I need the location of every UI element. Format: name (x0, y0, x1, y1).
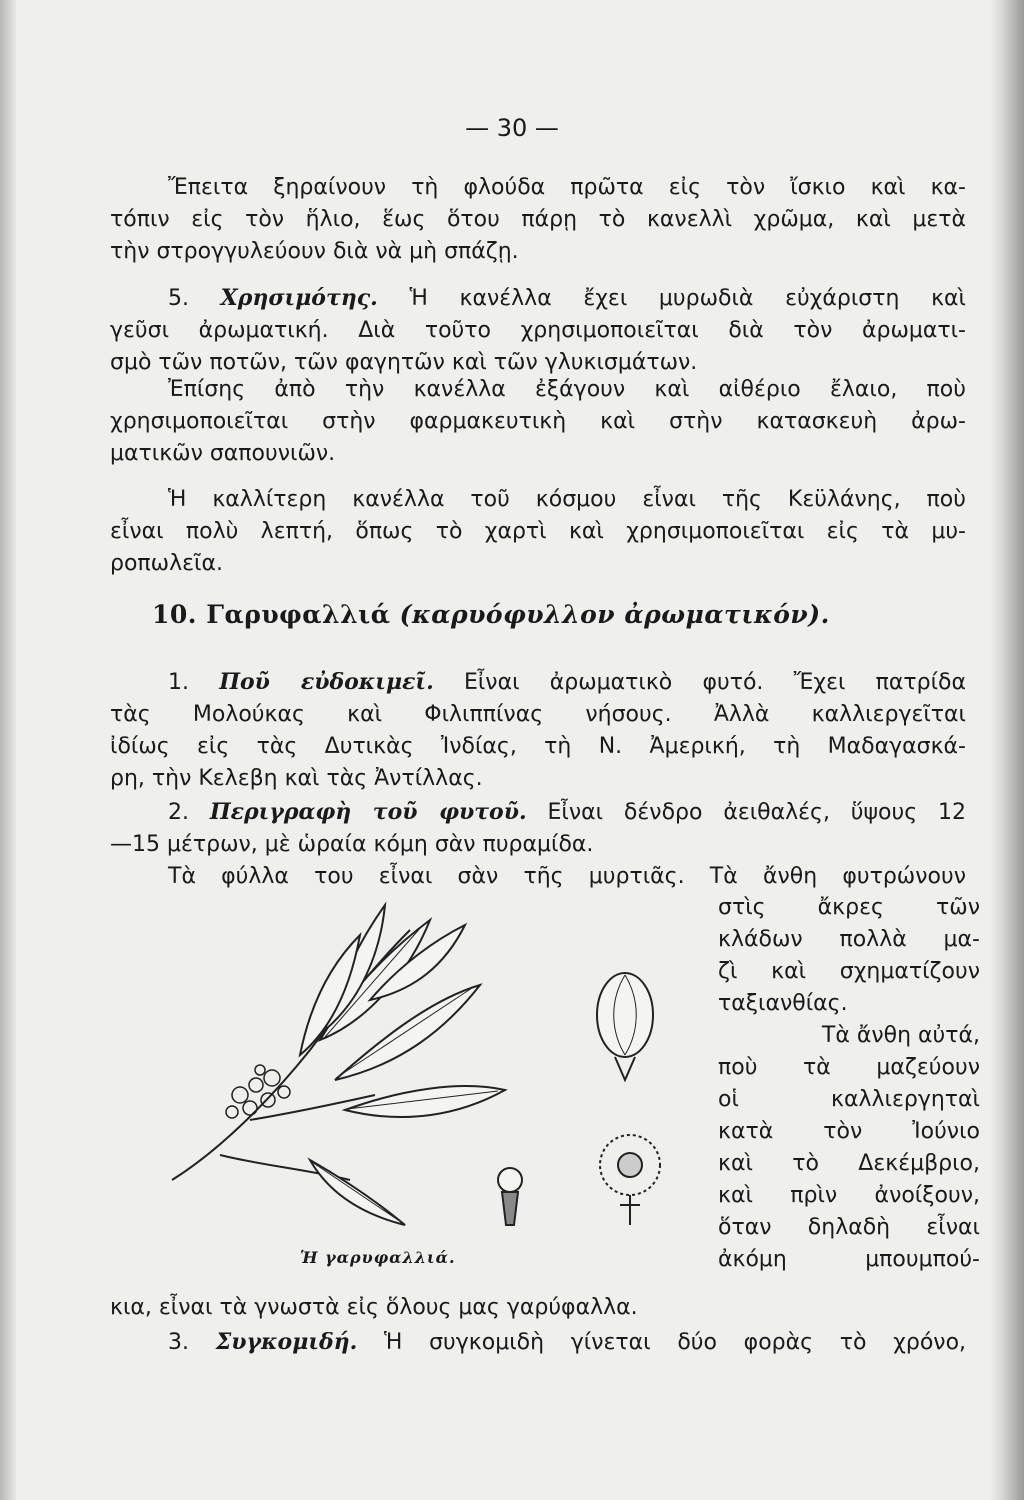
paragraph-after-figure (110, 1292, 966, 1324)
item-number: 3. (168, 1330, 189, 1355)
item-title: Συγκομιδή. (215, 1329, 358, 1355)
item-text: Εἶναι ἀρωματικὸ φυτό. Ἔχει πατρίδα (463, 670, 966, 695)
text-line: ταξιανθίας. (718, 991, 848, 1016)
page-binding-shadow (990, 0, 1024, 1500)
leaf (345, 1086, 505, 1117)
text-line (110, 1326, 966, 1359)
text-line: Ἡ καλλίτερη κανέλλα τοῦ κόσμου εἶναι τῆς Κεϋλάνης, ποὺ (168, 487, 966, 512)
page-number: — 30 — (465, 114, 559, 142)
text-line: Ἔπειτα ξηραίνουν τὴ φλούδα πρῶτα εἰς τὸν ἴσκιο καὶ κα- (168, 175, 966, 200)
item-text: Ἡ κανέλλα ἔχει μυρωδιὰ εὐχάριστη καὶ (409, 286, 966, 311)
text-line: τὰς Μολούκας καὶ Φιλιππίνας νήσους. Ἀλλὰ καλλιεργεῖται (110, 702, 966, 727)
item-number: 1. (168, 670, 189, 695)
item-text: Εἶναι δένδρο ἀειθαλές, ὕψους 12 (547, 800, 966, 825)
page-shadow-left (0, 0, 16, 1500)
text-line: ἀκόμη μπουμπού- (718, 1247, 980, 1272)
text-line: καὶ τὸ Δεκέμβριο, (718, 1151, 980, 1176)
section-heading (152, 600, 952, 629)
text-line: τόπιν εἰς τὸν ἥλιο, ἕως ὅτου πάρῃ τὸ κανελλὶ χρῶμα, καὶ μετὰ (110, 207, 966, 232)
text-line: κλάδων πολλὰ μα- (718, 927, 980, 952)
paragraph-description (110, 796, 966, 893)
text-line: Τὰ ἄνθη αὐτά, (821, 1023, 980, 1048)
item-number: 2. (168, 800, 189, 825)
paragraph-best (110, 484, 966, 580)
text-line: ματικῶν σαπουνιῶν. (110, 441, 336, 466)
text-line: τὴν στρογγυλεύουν διὰ νὰ μὴ σπάζῃ. (110, 239, 519, 264)
item-number: 5. (168, 286, 189, 311)
text-line (110, 796, 966, 829)
text-line: εἶναι πολὺ λεπτή, ὅπως τὸ χαρτὶ καὶ χρησιμοποιεῖται εἰς τὰ μυ- (110, 519, 966, 544)
text-line: καὶ πρὶν ἀνοίξουν, (718, 1183, 980, 1208)
text-line: ἰδίως εἰς τὰς Δυτικὰς Ἰνδίας, τὴ Ν. Ἀμερική, τὴ Μαδαγασκά- (110, 734, 966, 759)
text-line: χρησιμοποιεῖται στὴν φαρμακευτικὴ καὶ στὴν κατασκευὴ ἀρω- (110, 409, 966, 434)
text-line: κατὰ τὸν Ἰούνιο (718, 1119, 980, 1144)
section-subtitle: (καρυόφυλλον ἀρωματικόν). (399, 600, 830, 629)
text-line: ποὺ τὰ μαζεύουν (718, 1055, 980, 1080)
text-line: σμὸ τῶν ποτῶν, τῶν φαγητῶν καὶ τῶν γλυκισμάτων. (110, 350, 698, 375)
text-line (110, 666, 966, 699)
text-line: στὶς ἄκρες τῶν (718, 895, 980, 920)
item-title: Χρησιμότης. (220, 285, 378, 311)
section-number: 10. (152, 600, 197, 629)
paragraph-harvest (110, 1326, 966, 1359)
text-line: Τὰ φύλλα του εἶναι σὰν τῆς μυρτιᾶς. Τὰ ἄνθη φυτρώνουν (168, 864, 966, 889)
item-text: Ἡ συγκομιδὴ γίνεται δύο φορὰς τὸ χρόνο, (384, 1330, 966, 1355)
wrapped-text-column (718, 892, 980, 1276)
paragraph-usefulness (110, 282, 966, 379)
text-line: κια, εἶναι τὰ γνωστὰ εἰς ὅλους μας γαρύφαλλα. (110, 1295, 638, 1320)
text-line: Ἐπίσης ἀπὸ τὴν κανέλλα ἐξάγουν καὶ αἰθέριο ἔλαιο, ποὺ (168, 377, 966, 402)
paragraph-where-grows (110, 666, 966, 795)
section-title: Γαρυφαλλιά (206, 600, 391, 629)
item-title: Περιγραφὴ τοῦ φυτοῦ. (209, 799, 527, 825)
paragraph-drying (110, 172, 966, 268)
figure-caption: Ἡ γαρυφαλλιά. (300, 1248, 456, 1267)
flower-section (600, 1135, 660, 1225)
text-line: ζὶ καὶ σχηματίζουν (718, 959, 980, 984)
item-title: Ποῦ εὐδοκιμεῖ. (219, 669, 434, 695)
text-line: γεῦσι ἀρωματική. Διὰ τοῦτο χρησιμοποιεῖται διὰ τὸν ἀρωματι- (110, 318, 966, 343)
text-line: ὅταν δηλαδὴ εἶναι (718, 1215, 980, 1240)
text-line (110, 282, 966, 315)
paragraph-oil (110, 374, 966, 470)
clove-small (498, 1168, 522, 1225)
text-line: ρη, τὴν Κελεβη καὶ τὰς Ἀντίλλας. (110, 766, 483, 791)
clove-plant-illustration (160, 880, 680, 1240)
clove-bud-enlarged (597, 973, 653, 1080)
text-line: ροπωλεῖα. (110, 551, 223, 576)
text-line: —15 μέτρων, μὲ ὡραία κόμη σὰν πυραμίδα. (110, 832, 594, 857)
text-line: οἱ καλλιεργηταὶ (718, 1087, 980, 1112)
